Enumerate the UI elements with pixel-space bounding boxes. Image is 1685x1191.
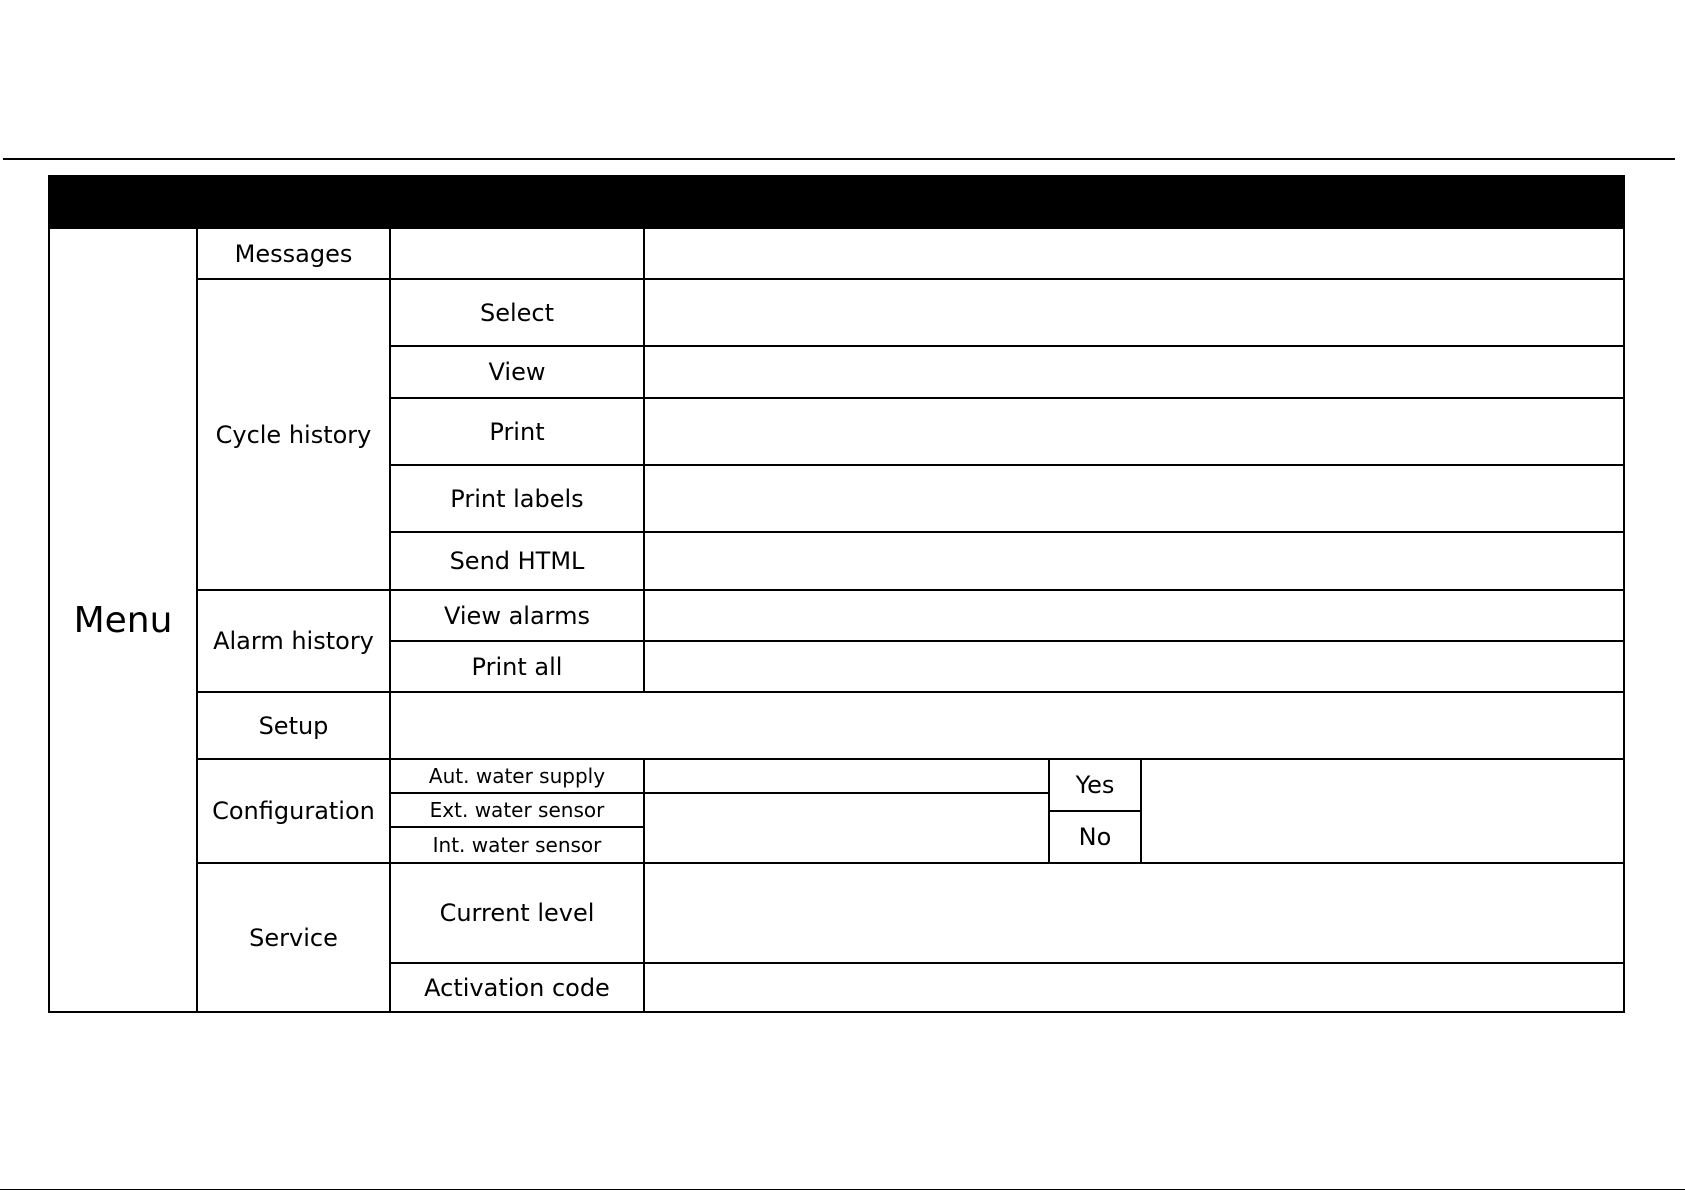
service-item-activation-code-label: Activation code xyxy=(424,973,610,1002)
cycle-send-html-desc xyxy=(643,531,1625,589)
cycle-select-desc xyxy=(643,278,1625,345)
alarm-item-view-alarms-label: View alarms xyxy=(444,601,590,630)
configuration-label: Configuration xyxy=(212,797,375,825)
table-header-bar xyxy=(48,175,1625,227)
cycle-history-label: Cycle history xyxy=(215,420,372,449)
service-activation-code-desc xyxy=(643,962,1625,1013)
config-item-ext-water-sensor-label: Ext. water sensor xyxy=(429,798,605,822)
cycle-history-cell xyxy=(196,278,389,589)
config-aut-water-desc xyxy=(643,758,1048,792)
cycle-item-select-label: Select xyxy=(479,298,555,327)
config-option-yes-label: Yes xyxy=(1075,771,1115,799)
cycle-item-view xyxy=(389,345,643,397)
messages-cell xyxy=(196,227,389,278)
service-item-activation-code xyxy=(389,962,643,1013)
menu-title-cell xyxy=(48,227,196,1013)
top-rule xyxy=(3,158,1675,160)
alarm-print-all-desc xyxy=(643,640,1625,691)
service-cell xyxy=(196,862,389,1013)
cycle-print-labels-desc xyxy=(643,464,1625,531)
config-option-yes xyxy=(1048,758,1140,810)
menu-structure-table xyxy=(48,175,1625,1013)
service-label: Service xyxy=(249,923,338,952)
cycle-print-desc xyxy=(643,397,1625,464)
messages-sub-empty xyxy=(389,227,643,278)
bottom-rule xyxy=(0,1189,1685,1190)
cycle-item-send-html-label: Send HTML xyxy=(449,547,585,575)
cycle-view-desc xyxy=(643,345,1625,397)
cycle-item-view-label: View xyxy=(488,358,546,386)
config-sensors-desc xyxy=(643,792,1048,862)
setup-cell xyxy=(196,691,389,758)
config-item-aut-water-supply-label: Aut. water supply xyxy=(428,764,606,788)
alarm-item-print-all xyxy=(389,640,643,691)
cycle-item-print xyxy=(389,397,643,464)
configuration-cell xyxy=(196,758,389,862)
alarm-history-label: Alarm history xyxy=(213,627,374,655)
alarm-item-view-alarms xyxy=(389,589,643,640)
cycle-item-print-labels xyxy=(389,464,643,531)
alarm-view-alarms-desc xyxy=(643,589,1625,640)
config-item-int-water-sensor xyxy=(389,826,643,862)
alarm-item-print-all-label: Print all xyxy=(471,652,563,681)
setup-desc xyxy=(389,691,1625,758)
config-option-no-label: No xyxy=(1078,823,1112,851)
cycle-item-print-label: Print xyxy=(489,417,545,446)
alarm-history-cell xyxy=(196,589,389,691)
config-item-aut-water-supply xyxy=(389,758,643,792)
setup-label: Setup xyxy=(258,711,329,740)
service-current-level-desc xyxy=(643,862,1625,962)
menu-title-text: Menu xyxy=(73,599,173,641)
config-item-int-water-sensor-label: Int. water sensor xyxy=(432,833,602,857)
cycle-item-select xyxy=(389,278,643,345)
config-option-no xyxy=(1048,810,1140,862)
cycle-item-send-html xyxy=(389,531,643,589)
service-item-current-level xyxy=(389,862,643,962)
messages-desc-empty xyxy=(643,227,1625,278)
service-item-current-level-label: Current level xyxy=(439,899,595,927)
cycle-item-print-labels-label: Print labels xyxy=(450,484,584,513)
messages-label: Messages xyxy=(234,239,353,268)
config-options-desc xyxy=(1140,758,1625,862)
config-item-ext-water-sensor xyxy=(389,792,643,826)
